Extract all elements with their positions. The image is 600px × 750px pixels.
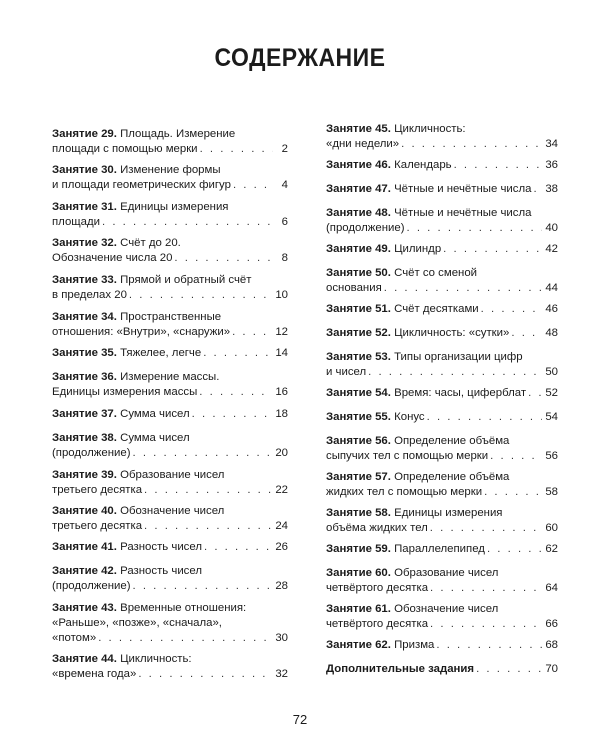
toc-entry-label: Занятие 39. [52,469,117,481]
dot-leader [481,302,543,317]
toc-entry-line [326,506,558,521]
toc-entry-line [52,504,288,519]
dot-leader [401,137,542,152]
toc-entry-label: Занятие 32. [52,237,117,249]
dot-leader [233,178,273,193]
dot-leader [200,142,273,157]
toc-entry-title: сыпучих тел с помощью мерки [326,450,489,462]
dot-leader [102,215,273,230]
dot-leader [511,326,542,341]
toc-entry-line [326,662,558,677]
toc-entry-label: Занятие 42. [52,565,117,577]
dot-leader [476,662,542,677]
toc-entry-title: Измерение массы. [120,371,220,383]
toc-entry-line [326,242,558,257]
toc-entry-page: 30 [275,632,288,644]
toc-entry-label: Занятие 40. [52,505,117,517]
toc-entry-title: Площадь. Измерение [120,128,236,140]
toc-entry-label: Занятие 37. [52,408,117,420]
toc-entry-line [52,579,288,594]
toc-entry-page: 10 [275,289,288,301]
toc-entry-label: Занятие 34. [52,311,117,323]
toc-entry [326,470,558,500]
toc-entry-page: 6 [281,216,288,228]
toc-entry-line [52,310,288,325]
toc-entry-title: Счёт десятками [394,303,479,315]
toc-entry-page: 12 [275,326,288,338]
toc-entry-line [326,542,558,557]
toc-entry-title: (продолжение) [326,222,405,234]
toc-entry [52,127,288,157]
toc-entry-page: 54 [545,411,558,423]
toc-entry-line [326,449,558,464]
dot-leader [490,449,542,464]
toc-entry [52,200,288,230]
toc-entry [52,163,288,193]
dot-leader [407,221,543,236]
toc-entry [326,566,558,596]
toc-entry-title: третьего десятка [52,520,143,532]
toc-entry-line [52,370,288,385]
toc-entry-title: третьего десятка [52,484,143,496]
toc-entry-title: четвёртого десятка [326,582,429,594]
toc-entry-page: 16 [275,386,288,398]
dot-leader [174,251,273,266]
toc-entry-line [326,386,558,401]
toc-entry-line [52,251,288,266]
toc-entry-page: 22 [275,484,288,496]
dot-leader [232,325,272,340]
toc-entry-line [326,122,558,137]
dot-leader [129,288,272,303]
toc-entry-page: 4 [281,179,288,191]
toc-entry-page: 56 [545,450,558,462]
toc-entry-line [52,540,288,555]
dot-leader [436,638,542,653]
toc-entry-line [52,407,288,422]
toc-entry [52,310,288,340]
toc-entry-line [52,325,288,340]
toc-entry-line [52,446,288,461]
toc-entry-title: Определение объёма [394,435,510,447]
toc-entry-title: «Раньше», «позже», «сначала», [52,617,222,629]
toc-entry-title: Счёт со сменой [394,267,478,279]
dot-leader [144,519,272,534]
toc-entry-title: (продолжение) [52,580,131,592]
toc-entry-title: Счёт до 20. [120,237,181,249]
dot-leader [487,542,542,557]
toc-entry-page: 62 [545,543,558,555]
toc-entry-page: 68 [545,639,558,651]
toc-entry-line [326,566,558,581]
dot-leader [138,667,272,682]
toc-entry-title: Определение объёма [394,471,510,483]
toc-entry-line [52,200,288,215]
toc-entry-title: и площади геометрических фигур [52,179,231,191]
toc-entry-line [52,288,288,303]
toc-entry [326,662,558,677]
toc-entry-title: Изменение формы [120,164,221,176]
toc-entry [52,468,288,498]
toc-entry [52,407,288,422]
toc-entry-title: Чётные и нечётные числа [394,207,532,219]
toc-entry [326,410,558,425]
toc-entry [326,326,558,341]
dot-leader [427,410,543,425]
toc-entry-page: 42 [545,243,558,255]
toc-entry-page: 60 [545,522,558,534]
toc-entry-line [326,137,558,152]
toc-entry-line [52,385,288,400]
toc-entry-page: 18 [275,408,288,420]
dot-leader [203,346,272,361]
toc-entry-title: и чисел [326,366,367,378]
toc-entry-title: Призма [394,639,435,651]
toc-entry-line [326,470,558,485]
toc-entry [52,540,288,555]
toc-entry-title: «дни недели» [326,138,400,150]
toc-entry-label: Занятие 36. [52,371,117,383]
dot-leader [443,242,542,257]
toc-entry-label: Занятие 62. [326,639,391,651]
toc-entry-page: 58 [545,486,558,498]
toc-entry-page: 64 [545,582,558,594]
toc-entry-title: Чётные и нечётные числа [394,183,532,195]
toc-entry-line [326,326,558,341]
toc-entry-page: 66 [545,618,558,630]
toc-entry-line [326,221,558,236]
toc-entry-title: площади [52,216,100,228]
toc-entry [326,242,558,257]
toc-entry-title: Прямой и обратный счёт [120,274,252,286]
toc-entry [52,370,288,400]
toc-entry-line [326,182,558,197]
dot-leader [430,521,543,536]
toc-entry-line [52,616,288,631]
toc-entry-page: 52 [545,387,558,399]
dot-leader [133,579,273,594]
toc-entry [326,350,558,380]
toc-entry-title: жидких тел с помощью мерки [326,486,483,498]
page-title: СОДЕРЖАНИЕ [214,44,386,72]
toc-entry-label: Занятие 50. [326,267,391,279]
toc-entry-label: Занятие 55. [326,411,391,423]
toc-entry-page: 50 [545,366,558,378]
toc-entry-title: Типы организации цифр [394,351,523,363]
toc-entry [326,602,558,632]
toc-entry-title: Единицы измерения [394,507,503,519]
dot-leader [454,158,543,173]
toc-entry-line [326,602,558,617]
toc-entry-line [326,410,558,425]
toc-entry-line [52,652,288,667]
toc-entry-title: Конус [394,411,425,423]
toc-entry-title: «потом» [52,632,97,644]
toc-entry [326,122,558,152]
toc-entry-line [52,431,288,446]
toc-entry [52,236,288,266]
dot-leader [204,540,272,555]
toc-entry-line [52,273,288,288]
toc-entry-label: Занятие 44. [52,653,117,665]
toc-entry-page: 46 [545,303,558,315]
toc-entry-page: 34 [545,138,558,150]
toc-entry-page: 24 [275,520,288,532]
toc-entry-line [52,601,288,616]
toc-entry-title: отношения: «Внутри», «снаружи» [52,326,231,338]
toc-entry-title: Образование чисел [120,469,225,481]
dot-leader [384,281,543,296]
toc-entry-title: Образование чисел [394,567,499,579]
toc-entry-label: Занятие 31. [52,201,117,213]
toc-entry-title: «времена года» [52,668,137,680]
toc-entry [52,564,288,594]
toc-entry-title: Сумма чисел [120,432,190,444]
toc-entry-label: Занятие 45. [326,123,391,135]
toc-entry-line [52,178,288,193]
toc-entry-title: четвёртого десятка [326,618,429,630]
toc-entry-page: 26 [275,541,288,553]
toc-entry [326,266,558,296]
toc-entry-line [326,206,558,221]
dot-leader [133,446,273,461]
toc-entry-line [326,281,558,296]
toc-entry-label: Занятие 60. [326,567,391,579]
toc-entry-line [52,667,288,682]
toc-entry-line [326,434,558,449]
toc-entry-label: Занятие 58. [326,507,391,519]
toc-entry-line [326,638,558,653]
toc-entry-line [52,468,288,483]
toc-entry-label: Занятие 35. [52,347,117,359]
toc-entry-line [326,581,558,596]
toc-entry-line [326,617,558,632]
toc-entry-label: Занятие 52. [326,327,391,339]
toc-entry-title: Сумма чисел [120,408,190,420]
toc-entry-page: 44 [545,282,558,294]
toc-entry [326,158,558,173]
toc-entry-page: 70 [545,663,558,675]
toc-entry-page: 20 [275,447,288,459]
toc-entry [326,182,558,197]
toc-entry-label: Занятие 29. [52,128,117,140]
toc-entry-line [326,521,558,536]
toc-entry-line [52,519,288,534]
toc-entry [52,346,288,361]
toc-entry [52,273,288,303]
toc-entry-page: 36 [545,159,558,171]
toc-entry-line [326,485,558,500]
toc-entry-label: Занятие 43. [52,602,117,614]
dot-leader [98,631,272,646]
toc-entry-title: в пределах 20 [52,289,127,301]
toc-entry [326,434,558,464]
toc-entry-title: Обозначение числа 20 [52,252,173,264]
toc-entry [326,542,558,557]
toc-entry-page: 2 [281,143,288,155]
toc-entry-label: Занятие 59. [326,543,391,555]
toc-entry-page: 32 [275,668,288,680]
toc-entry-line [52,346,288,361]
toc-entry-page: 40 [545,222,558,234]
toc-entry-line [326,158,558,173]
toc-entry-line [326,365,558,380]
toc-entry-label: Занятие 38. [52,432,117,444]
dot-leader [528,386,542,401]
toc-entry-page: 38 [545,183,558,195]
dot-leader [430,617,542,632]
toc-entry-title: Единицы измерения [120,201,229,213]
dot-leader [484,485,542,500]
toc-entry [326,506,558,536]
toc-entry-title: Единицы измерения массы [52,386,198,398]
toc-entry-title: Цикличность: [120,653,192,665]
toc-entry-title: Дополнительные задания [326,663,475,675]
toc-entry-title: площади с помощью мерки [52,143,198,155]
toc-entry [326,386,558,401]
page-number: 72 [292,712,308,727]
toc-entry-label: Занятие 47. [326,183,391,195]
toc-entry-title: Обозначение чисел [394,603,499,615]
toc-entry-label: Занятие 57. [326,471,391,483]
toc-entry-title: (продолжение) [52,447,131,459]
toc-entry-line [52,215,288,230]
toc-entry-label: Занятие 54. [326,387,391,399]
dot-leader [192,407,273,422]
toc-entry-page: 28 [275,580,288,592]
toc-entry-label: Занятие 41. [52,541,117,553]
dot-leader [533,182,542,197]
toc-entry-label: Занятие 46. [326,159,391,171]
toc-entry-title: Разность чисел [120,565,202,577]
toc-entry-label: Занятие 49. [326,243,391,255]
toc-entry-line [52,483,288,498]
toc-entry-title: Время: часы, циферблат [394,387,527,399]
toc-entry-label: Занятие 51. [326,303,391,315]
toc-entry-page: 48 [545,327,558,339]
toc-entry-line [326,302,558,317]
toc-entry-line [52,236,288,251]
toc-entry-line [326,266,558,281]
dot-leader [144,483,272,498]
toc-entry [52,652,288,682]
toc-entry-label: Занятие 53. [326,351,391,363]
toc-entry-title: объёма жидких тел [326,522,428,534]
toc-entry-title: основания [326,282,382,294]
toc-entry-title: Календарь [394,159,452,171]
toc-entry-label: Занятие 33. [52,274,117,286]
toc-entry [326,638,558,653]
toc-entry-title: Цикличность: «сутки» [394,327,510,339]
toc-entry-title: Обозначение чисел [120,505,225,517]
toc-entry [52,601,288,646]
toc-entry-label: Занятие 61. [326,603,391,615]
toc-entry-label: Занятие 30. [52,164,117,176]
dot-leader [199,385,272,400]
toc-entry-line [52,127,288,142]
toc-entry-line [326,350,558,365]
toc-entry-page: 8 [281,252,288,264]
toc-entry [326,302,558,317]
dot-leader [368,365,542,380]
toc-entry-label: Занятие 48. [326,207,391,219]
toc-entry [52,504,288,534]
toc-entry-line [52,564,288,579]
toc-entry-line [52,142,288,157]
toc-entry-line [52,163,288,178]
toc-entry-title: Пространственные [120,311,222,323]
toc-entry [326,206,558,236]
toc-entry-page: 14 [275,347,288,359]
toc-entry-title: Цилиндр [394,243,442,255]
toc-entry-title: Временные отношения: [120,602,247,614]
dot-leader [430,581,542,596]
toc-entry-label: Занятие 56. [326,435,391,447]
toc-entry-title: Тяжелее, легче [120,347,202,359]
toc-entry [52,431,288,461]
toc-entry-line [52,631,288,646]
toc-entry-title: Разность чисел [120,541,202,553]
toc-entry-title: Цикличность: [394,123,466,135]
toc-entry-title: Параллелепипед [394,543,485,555]
